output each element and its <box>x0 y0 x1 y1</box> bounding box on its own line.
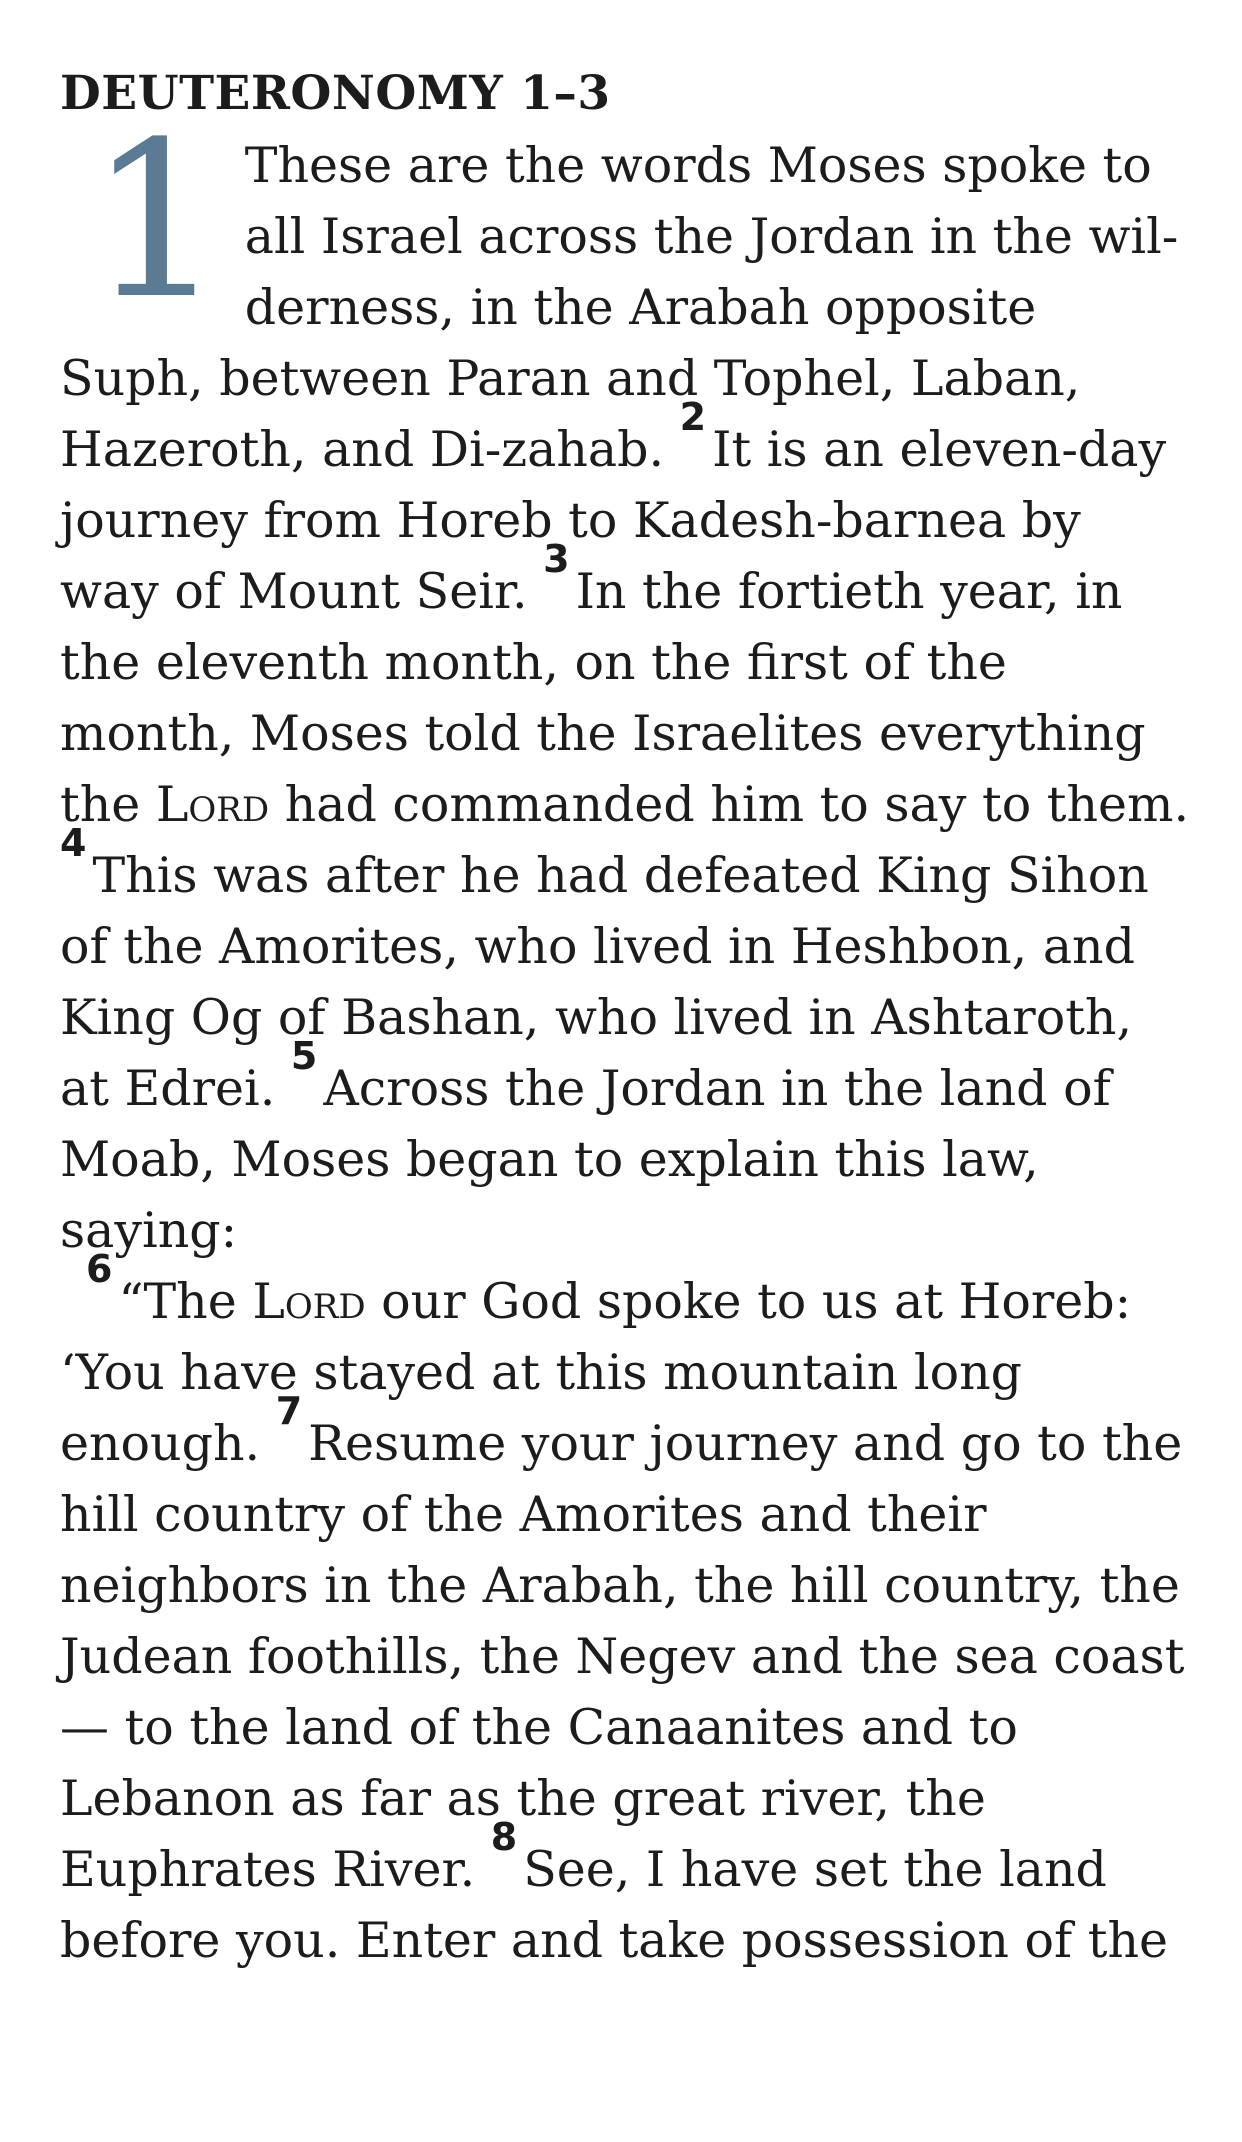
verse-number[interactable]: 7 <box>275 1388 303 1433</box>
text-seg: “The <box>118 1273 253 1330</box>
text-seg: In the fortieth year, in the eleventh month, on the first of the month, Moses told the Israelites everything the <box>60 563 1146 833</box>
verse-number[interactable]: 2 <box>679 394 707 439</box>
verse-number[interactable]: 8 <box>490 1814 518 1859</box>
text-seg: These are the words Moses spoke to all Israel across the Jordan in the wilderness, in the Arabah opposite Suph, between Paran and Tophel, Laban, Hazeroth, and Di-zahab. <box>60 137 1179 478</box>
divine-name-smallcaps: Lord <box>155 776 270 833</box>
chapter-drop-cap: 1 <box>88 95 225 346</box>
paragraph-1 <box>60 95 1190 1266</box>
reading-page <box>60 64 1190 1976</box>
verse-number[interactable]: 5 <box>290 1033 318 1078</box>
text-seg: had commanded him to say to them. <box>269 776 1190 833</box>
text-seg: See, I have set the land before you. Enter and take possession of the <box>60 1841 1169 1969</box>
verse-number[interactable]: 4 <box>60 820 87 865</box>
text-seg: It is an eleven-day journey from Horeb to Kadesh-barnea by way of Mount Seir. <box>60 421 1167 620</box>
book-heading: DEUTERONOMY 1–3 <box>60 66 611 121</box>
divine-name-smallcaps: Lord <box>252 1273 366 1330</box>
paragraph-2 <box>60 1246 1190 1976</box>
verse-number[interactable]: 3 <box>543 536 570 581</box>
text-seg: our God spoke to us at Horeb: ‘You have stayed at this mountain long enough. <box>60 1273 1132 1472</box>
text-seg: Resume your journey and go to the hill country of the Amorites and their neighbors in the Arabah, the hill country, the Judean foothills, the Negev and the sea coast — to the land of the Canaanites and to Lebanon as far as the great river, the Euphrates River. <box>60 1415 1185 1898</box>
text-seg: This was after he had defeated King Sihon of the Amorites, who lived in Heshbon, and King Og of Bashan, who lived in Ashtaroth, at Edrei. <box>60 847 1149 1117</box>
verse-number[interactable]: 6 <box>86 1246 113 1291</box>
text-seg: Across the Jordan in the land of Moab, Moses began to explain this law, saying: <box>60 1060 1111 1259</box>
